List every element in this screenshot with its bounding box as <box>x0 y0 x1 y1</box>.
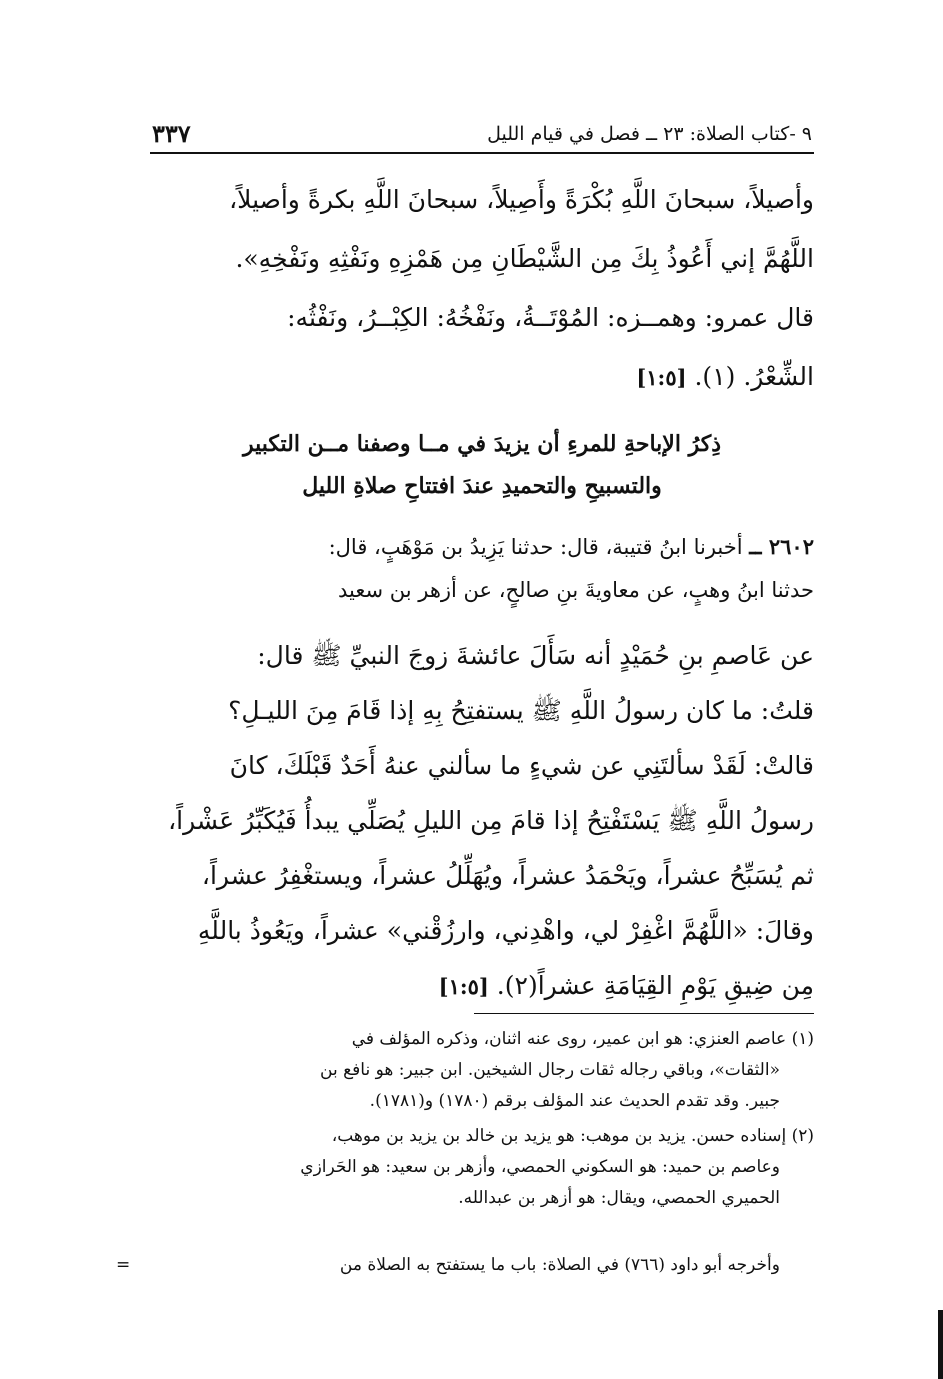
section-title-line: والتسبيحِ والتحميدِ عندَ افتتاحِ صلاةِ الليل <box>302 473 662 499</box>
matn-line: ثم يُسَبِّحُ عشراً، ويَحْمَدُ عشراً، ويُهَلِّلُ عشراً، ويستغْفِرُ عشراً، <box>201 861 814 890</box>
hadith-number: ٢٦٠٢ ــ <box>749 534 814 559</box>
page-number: ٣٣٧ <box>152 119 191 148</box>
reference-marker: [١:٥] <box>636 365 687 390</box>
hadith-isnad <box>150 525 814 612</box>
reference-marker: [١:٥] <box>438 974 489 999</box>
footnote-line: (٢) إسناده حسن. يزيد بن موهب: هو يزيد بن خالد بن يزيد بن موهب، <box>331 1126 814 1146</box>
footnote-1 <box>150 1024 814 1117</box>
footnote-line: الحميري الحمصي، ويقال: هو أزهر بن عبدالله. <box>458 1188 780 1208</box>
footnote-rule <box>474 1013 814 1014</box>
matn-line: قلتُ: ما كان رسولُ اللَّهِ ﷺ يستفتِحُ بِهِ إذا قَامَ مِنَ الليـلِ؟ <box>228 696 814 725</box>
page-header <box>152 108 812 148</box>
matn-line: مِن ضِيقِ يَوْمِ القِيَامَةِ عشراً(٢). <box>496 971 814 1000</box>
isnad-line <box>150 525 814 569</box>
isnad-text: أخبرنا ابنُ قتيبة، قال: حدثنا يَزِيدُ بن مَوْهَبٍ، قال: <box>328 535 743 559</box>
main-text <box>150 170 814 1014</box>
section-title <box>150 423 814 507</box>
isnad-line: حدثنا ابنُ وهبٍ، عن معاويةَ بنِ صالحٍ، عن أزهر بن سعيد <box>337 578 814 602</box>
continuation-mark: = <box>116 1255 131 1275</box>
text-line-with-reference <box>150 347 814 407</box>
section-title-line: ذِكرُ الإباحةِ للمرءِ أن يزيدَ في مــا وصفنا مــن التكبير <box>242 431 722 457</box>
matn-line: رسولُ اللَّهِ ﷺ يَسْتَفْتِحُ إذا قامَ مِن الليلِ يُصَلِّي يبدأُ فَيُكَبِّرُ عَشْراً، <box>168 806 814 835</box>
footnotes <box>150 1024 814 1218</box>
text-line: الشِّعْرُ. (١). <box>694 362 814 391</box>
matn-line: عن عَاصمِ بنِ حُمَيْدٍ أنه سَأَلَ عائشةَ زوجَ النبيِّ ﷺ قال: <box>257 641 814 670</box>
hadith-matn <box>150 628 814 1014</box>
matn-line-with-reference <box>150 958 814 1014</box>
text-line: قال عمرو: وهمــزه: المُوْتَــةُ، ونَفْخُهُ: الكِبْــرُ، ونَفْثُه: <box>287 303 814 332</box>
footnote-continuation-line <box>116 1250 814 1281</box>
footnote-2 <box>150 1121 814 1214</box>
text-line: اللَّهُمَّ إني أَعُوذُ بِكَ مِن الشَّيْطَانِ مِن هَمْزِهِ ونَفْثِهِ ونَفْخِهِ». <box>235 244 814 273</box>
matn-line: وقالَ: «اللَّهُمَّ اغْفِرْ لي، واهْدِني، وارزُقْني» عشراً، ويَعُوذُ باللَّهِ <box>197 916 814 945</box>
scan-edge <box>938 1310 943 1379</box>
footnote-line: جبير. وقد تقدم الحديث عند المؤلف برقم (١٧٨٠) و(١٧٨١). <box>369 1091 780 1111</box>
matn-line: قالتْ: لَقَدْ سألتَنِي عن شيءٍ ما سألني عنهُ أَحَدٌ قَبْلَكَ، كانَ <box>229 751 814 780</box>
text-line: وأصيلاً، سبحانَ اللَّهِ بُكْرَةً وأَصِيلاً، سبحانَ اللَّهِ بكرةً وأصيلاً، <box>229 185 814 214</box>
footnote-line: (١) عاصم العنزي: هو ابن عمير، روى عنه اثنان، وذكره المؤلف في <box>351 1029 814 1049</box>
header-rule <box>150 152 814 154</box>
footnote-line: «الثقات»، وباقي رجاله ثقات رجال الشيخين. ابن جبير: هو نافع بن <box>320 1060 780 1080</box>
running-title: ٩ -كتاب الصلاة: ٢٣ ــ فصل في قيام الليل <box>487 123 812 145</box>
footnote-line: وعاصم بن حميد: هو السكوني الحمصي، وأزهر بن سعيد: هو الحَرازي <box>300 1157 780 1177</box>
footnote-line: وأخرجه أبو داود (٧٦٦) في الصلاة: باب ما يستفتح به الصلاة من <box>339 1255 780 1275</box>
continuation-paragraph <box>150 170 814 407</box>
